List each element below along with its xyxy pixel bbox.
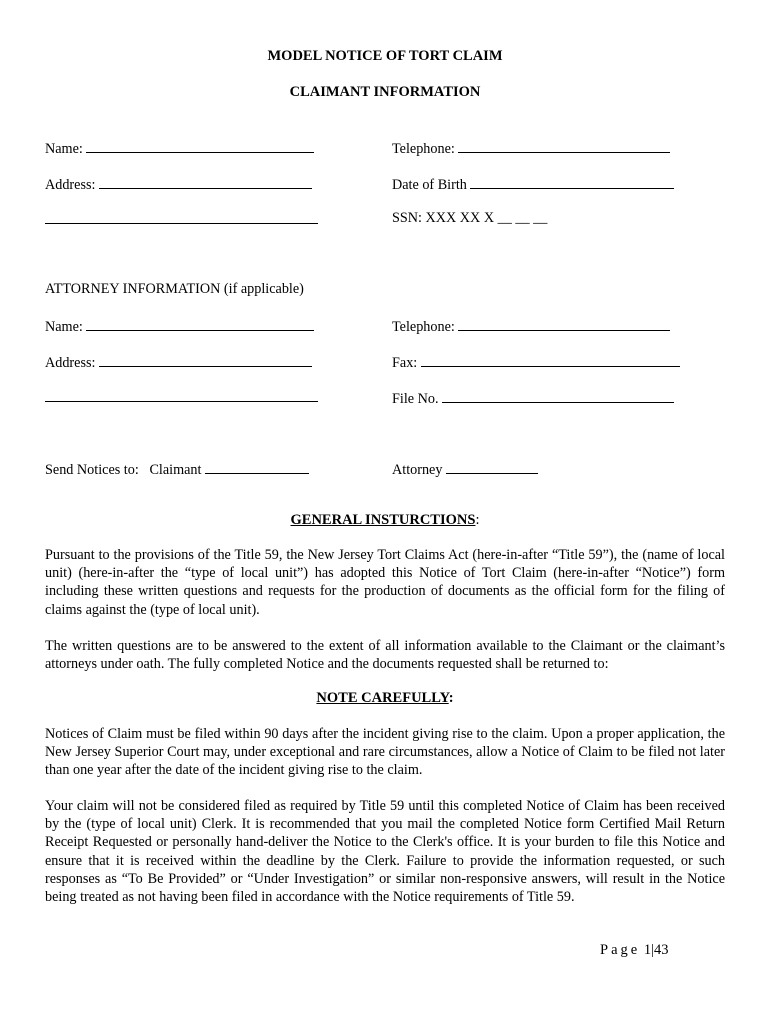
attorney-name-label: Name: xyxy=(45,319,83,335)
send-notices-claimant[interactable] xyxy=(45,459,309,479)
attorney-telephone-line[interactable] xyxy=(458,316,670,331)
general-instructions-heading xyxy=(0,512,770,529)
attorney-telephone-label: Telephone: xyxy=(392,319,455,335)
attorney-telephone-field[interactable] xyxy=(392,316,670,336)
general-paragraph-2: The written questions are to be answered to the extent of all information available to the Claimant or the claimant’s attorneys under oath. The fully completed Notice and the documents requested shall be returned to: xyxy=(45,638,725,673)
note-paragraph-2: Your claim will not be considered filed as required by Title 59 until this completed Notice of Claim has been received by the (type of local unit) Clerk. It is recommended that you mail the completed Notice form Certified Mail Return Receipt Requested or personally hand-deliver the Notice to the Clerk's office. It is your burden to file this Notice and ensure that it is received within the deadline by the Clerk. Failure to provide the information requested, or such responses as “To Be Provided” or “Under Investigation” or similar non-responsive answers, will result in the Notice being treated as not having been filed in accordance with the Notice requirements of Title 59. xyxy=(45,798,725,906)
attorney-address-line-2[interactable] xyxy=(45,401,318,402)
claimant-name-line[interactable] xyxy=(86,138,314,153)
claimant-address-line[interactable] xyxy=(99,174,312,189)
claimant-ssn: SSN: XXX XX X __ __ __ xyxy=(392,210,548,226)
attorney-fax-line[interactable] xyxy=(421,352,680,367)
note-paragraph-1: Notices of Claim must be filed within 90 days after the incident giving rise to the claim. Upon a proper application, the New Jersey Superior Court may, under exceptional and rare circumstances, allow a Notice of Claim to be filed not later than one year after the date of the incident giving rise to the claim. xyxy=(45,726,725,779)
general-paragraph-1: Pursuant to the provisions of the Title 59, the New Jersey Tort Claims Act (here-in-after “Title 59”), the (name of local unit) (here-in-after the “type of local unit”) has adopted this Notice of Tort Claim (here-in-after “Notice”) form including these written questions and requests for the production of documents as the official form for the filing of claims against the (type of local unit). xyxy=(45,547,725,618)
attorney-file-label: File No. xyxy=(392,391,439,407)
attorney-address-field[interactable] xyxy=(45,352,312,372)
claimant-telephone-field[interactable] xyxy=(392,138,670,158)
claimant-dob-field[interactable] xyxy=(392,174,674,194)
claimant-name-label: Name: xyxy=(45,141,83,157)
general-instructions-colon: : xyxy=(475,512,480,528)
general-instructions-title: GENERAL INSTURCTIONS xyxy=(290,512,476,528)
attorney-address-line[interactable] xyxy=(99,352,312,367)
send-notices-attorney[interactable] xyxy=(392,459,538,479)
claimant-telephone-line[interactable] xyxy=(458,138,670,153)
claimant-dob-line[interactable] xyxy=(470,174,674,189)
page-separator: | xyxy=(651,942,654,958)
page-word: Page xyxy=(600,942,641,958)
attorney-name-line[interactable] xyxy=(86,316,314,331)
attorney-file-field[interactable] xyxy=(392,388,674,408)
claimant-name-field[interactable] xyxy=(45,138,314,158)
claimant-telephone-label: Telephone: xyxy=(392,141,455,157)
note-carefully-colon: : xyxy=(448,690,454,706)
attorney-fax-field[interactable] xyxy=(392,352,680,372)
attorney-name-field[interactable] xyxy=(45,316,314,336)
attorney-address-label: Address: xyxy=(45,355,96,371)
send-notices-attorney-line[interactable] xyxy=(446,459,538,474)
document-title: MODEL NOTICE OF TORT CLAIM xyxy=(267,48,503,64)
claimant-address-label: Address: xyxy=(45,177,96,193)
page-footer xyxy=(600,942,668,959)
claimant-address-field[interactable] xyxy=(45,174,312,194)
attorney-heading: ATTORNEY INFORMATION (if applicable) xyxy=(45,281,304,297)
claimant-heading: CLAIMANT INFORMATION xyxy=(289,84,481,100)
claimant-dob-label: Date of Birth xyxy=(392,177,467,193)
attorney-file-line[interactable] xyxy=(442,388,674,403)
send-notices-claimant-line[interactable] xyxy=(205,459,309,474)
note-carefully-heading xyxy=(0,690,770,707)
send-notices-label: Send Notices to: xyxy=(45,462,139,478)
note-carefully-title: NOTE CAREFULLY xyxy=(316,690,449,706)
page-total: 43 xyxy=(653,942,669,958)
page-number: 1 xyxy=(643,942,652,958)
send-notices-claimant-label: Claimant xyxy=(149,462,202,478)
send-notices-attorney-label: Attorney xyxy=(392,462,443,478)
attorney-fax-label: Fax: xyxy=(392,355,418,371)
claimant-address-line-2[interactable] xyxy=(45,223,318,224)
